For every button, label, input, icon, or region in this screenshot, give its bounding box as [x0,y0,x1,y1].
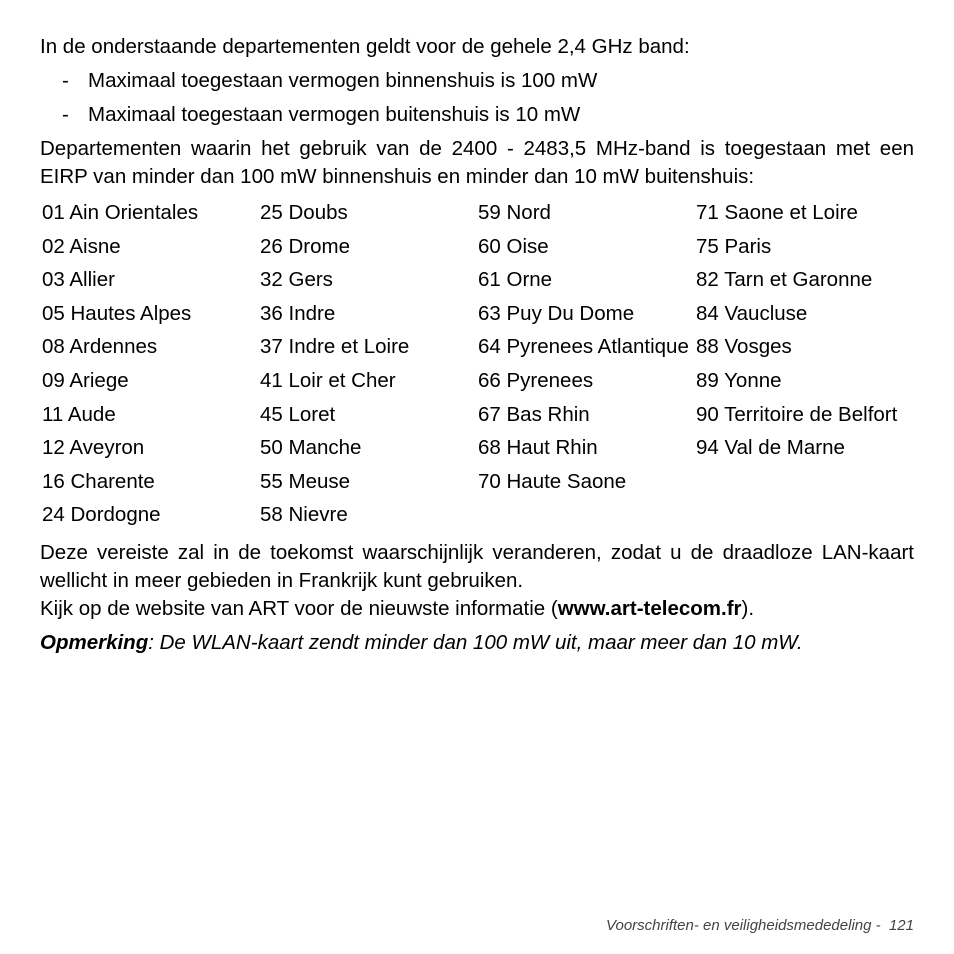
website-prefix: Kijk op de website van ART voor de nieuwste informatie ( [40,596,558,620]
website-paragraph [40,595,914,623]
website-link[interactable]: www.art-telecom.fr [557,596,742,620]
department-cell: 09 Ariege [42,368,129,392]
department-cell: 89 Yonne [696,368,782,392]
footer-section: Voorschriften- en veiligheidsmededeling - [606,917,881,934]
department-cell: 45 Loret [260,402,336,426]
department-cell: 66 Pyrenees [478,368,594,392]
website-suffix: ). [741,596,755,620]
departments-column-1 [42,199,260,535]
power-limits-list [40,67,914,129]
department-cell: 82 Tarn et Garonne [696,268,873,292]
department-cell: 25 Doubs [260,201,348,224]
department-cell: 37 Indre et Loire [260,335,410,359]
bullet-text: Maximaal toegestaan vermogen binnenshuis is 100 mW [88,69,598,92]
list-item [40,101,914,129]
departments-column-2 [260,199,478,535]
list-item [40,67,914,95]
department-cell: 70 Haute Saone [478,469,627,493]
bullet-marker: - [62,69,69,92]
department-cell: 12 Aveyron [42,436,145,460]
department-cell: 63 Puy Du Dome [478,301,635,325]
intro-text: In de onderstaande departementen geldt voor de gehele 2,4 GHz band: [40,35,690,58]
department-cell: 75 Paris [696,234,772,258]
department-cell: 26 Drome [260,234,351,258]
department-cell: 03 Allier [42,268,115,292]
department-cell: 41 Loir et Cher [260,368,396,392]
department-cell: 32 Gers [260,268,333,292]
departments-table [42,199,914,535]
bullet-text: Maximaal toegestaan vermogen buitenshuis is 10 mW [88,103,581,126]
department-cell: 84 Vaucluse [696,301,808,325]
department-cell: 50 Manche [260,436,362,460]
note-paragraph [40,629,914,657]
department-cell: 68 Haut Rhin [478,436,598,460]
department-cell: 88 Vosges [696,335,792,359]
department-cell: 59 Nord [478,201,551,224]
department-cell: 16 Charente [42,469,155,493]
department-cell: 24 Dordogne [42,503,161,527]
department-cell: 61 Orne [478,268,553,292]
page-footer [606,917,914,934]
departments-column-4 [696,199,914,535]
department-cell: 02 Aisne [42,234,121,258]
departments-column-3 [478,199,696,535]
department-cell: 58 Nievre [260,503,348,527]
page-number: 121 [888,917,914,934]
department-cell: 08 Ardennes [42,335,158,359]
note-label: Opmerking [40,630,149,654]
department-cell: 05 Hautes Alpes [42,301,192,325]
department-cell: 01 Ain Orientales [42,201,199,224]
bullet-marker: - [62,103,69,126]
department-cell: 55 Meuse [260,469,351,493]
department-cell: 71 Saone et Loire [696,201,858,224]
department-cell: 90 Territoire de Belfort [696,402,898,426]
document-page [40,33,914,657]
future-paragraph: Deze vereiste zal in de toekomst waarschijnlijk veranderen, zodat u de draadloze LAN-kaart wellicht in meer gebieden in Frankrijk kunt gebruiken. [40,540,914,592]
note-text: : De WLAN-kaart zendt minder dan 100 mW uit, maar meer dan 10 mW. [148,630,803,654]
department-cell: 11 Aude [42,402,116,426]
department-cell: 36 Indre [260,301,336,325]
department-cell: 94 Val de Marne [696,436,845,460]
department-cell: 67 Bas Rhin [478,402,590,426]
department-cell: 60 Oise [478,234,549,258]
eirp-paragraph: Departementen waarin het gebruik van de 2400 - 2483,5 MHz-band is toegestaan met een EIRP van minder dan 100 mW binnenshuis en minder dan 10 mW buitenshuis: [40,137,914,188]
department-cell: 64 Pyrenees Atlantique [478,335,689,359]
